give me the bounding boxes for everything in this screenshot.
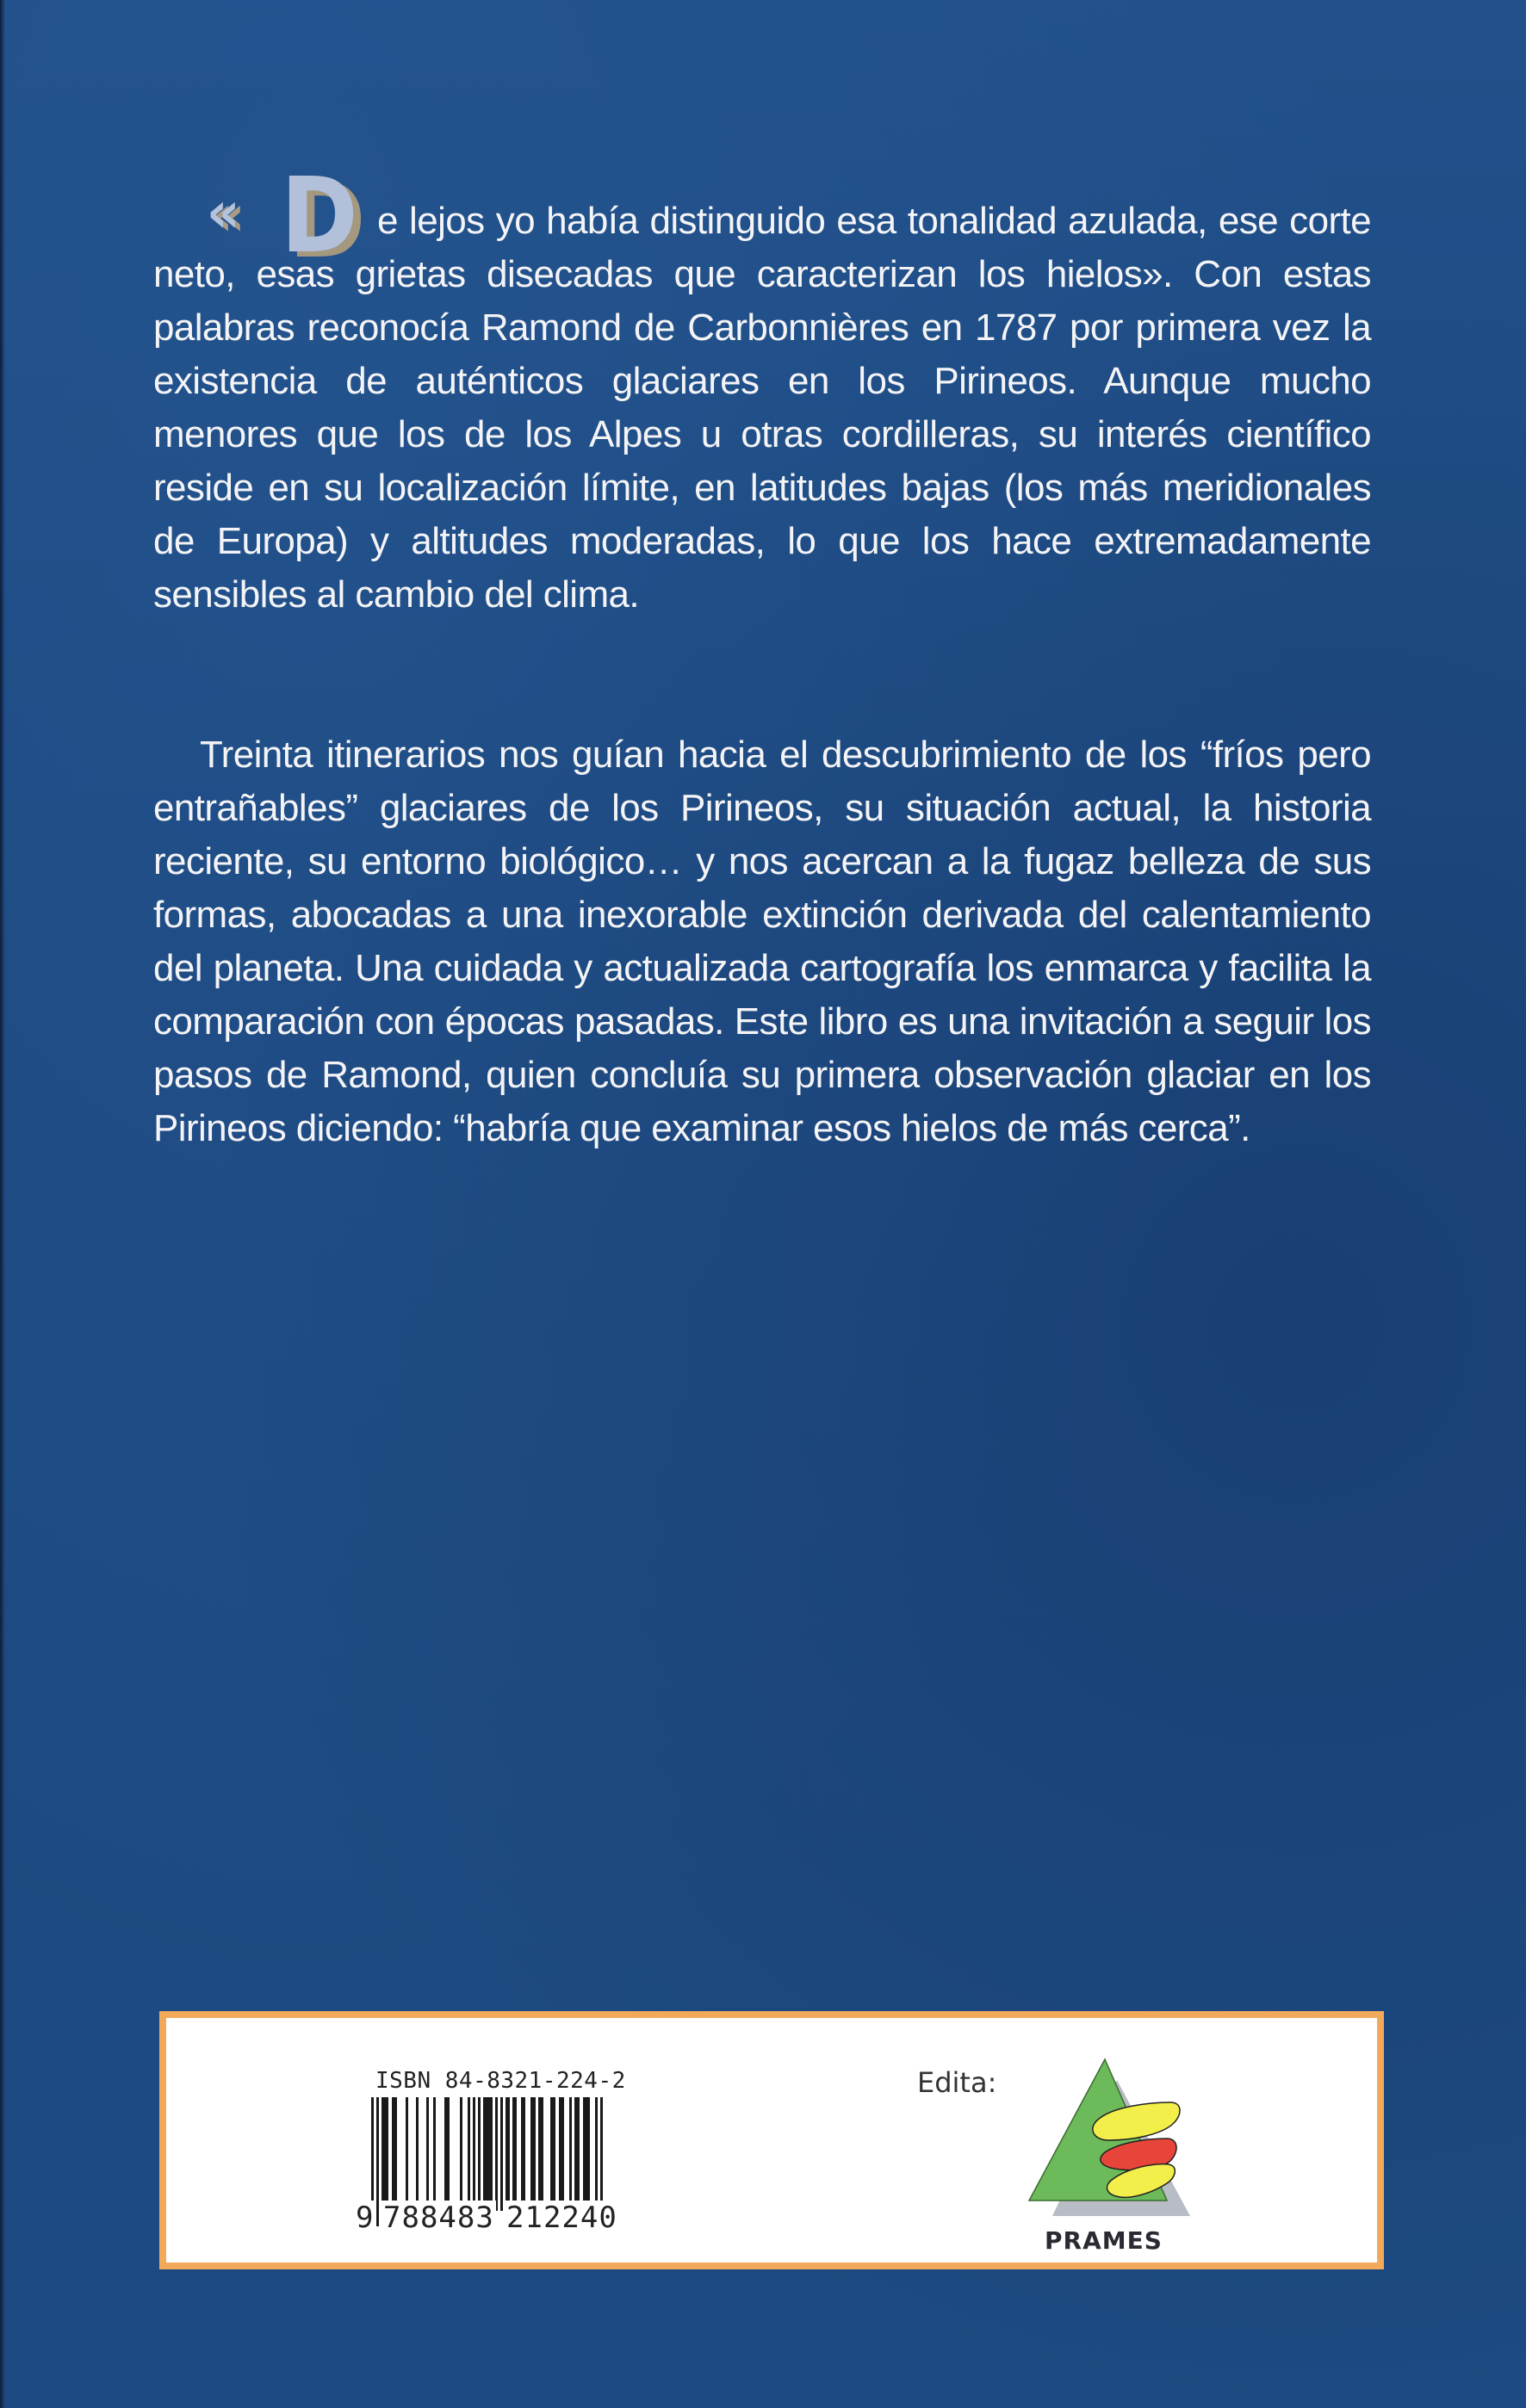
barcode-space	[397, 2097, 406, 2211]
barcode-space	[450, 2097, 460, 2211]
barcode-digits	[354, 2201, 638, 2235]
barcode-space	[543, 2097, 550, 2211]
blurb-paragraph-1-text: e lejos yo había distinguido esa tonalidad azulada, ese corte neto, esas grietas disecadas que caracterizan los hielos». Con estas palabras reconocía Ramond de Carbonnières en 1787 por primera vez la existencia de auténticos glaciares en los Pirineos. Aunque mucho menores que los de los Alpes u otras cordilleras, su interés científico reside en su localización límite, en latitudes bajas (los más meridionales de Europa) y altitudes moderadas, lo que los hace extremadamente sensibles al cambio del clima.	[153, 200, 1371, 616]
blurb-paragraph-2	[153, 728, 1371, 1155]
barcode-bar	[583, 2097, 590, 2211]
barcode-space	[436, 2097, 444, 2211]
cover-spine-edge	[0, 0, 5, 2408]
blurb-paragraph-2-text: Treinta itinerarios nos guían hacia el descubrimiento de los “fríos pero entrañables” glaciares de los Pirineos, su situación actual, la historia reciente, su entorno biológico… y nos acercan a la fugaz belleza de sus formas, abocadas a una inexorable extinción derivada del calentamiento del planeta. Una cuidada y actualizada cartografía los enmarca y facilita la comparación con épocas pasadas. Este libro es una invitación a seguir los pasos de Ramond, quien concluía su primera observación glaciar en los Pirineos diciendo: “habría que examinar esos hielos de más cerca”.	[153, 734, 1371, 1149]
blurb-paragraph-1	[153, 157, 1371, 622]
barcode-digits-left: 788483	[383, 2201, 494, 2235]
blurb-paragraph-1-container	[153, 157, 1371, 622]
barcode-bar	[483, 2097, 493, 2211]
publisher-label: Edita:	[917, 2066, 997, 2099]
barcode-space	[419, 2097, 426, 2211]
prames-logo-icon	[1002, 2052, 1208, 2233]
opening-guillemet-icon: «	[207, 179, 239, 245]
isbn-label: ISBN 84-8321-224-2	[375, 2068, 626, 2094]
barcode-digits-right: 212240	[506, 2201, 617, 2235]
blurb-paragraph-2-container	[153, 728, 1371, 1155]
barcode-digit-first: 9	[356, 2201, 374, 2235]
dropcap-letter: D	[281, 157, 358, 276]
imprint-box	[159, 2011, 1384, 2269]
barcode-bar	[382, 2097, 388, 2211]
publisher-name: PRAMES	[1045, 2226, 1163, 2255]
barcode-space	[408, 2097, 416, 2211]
